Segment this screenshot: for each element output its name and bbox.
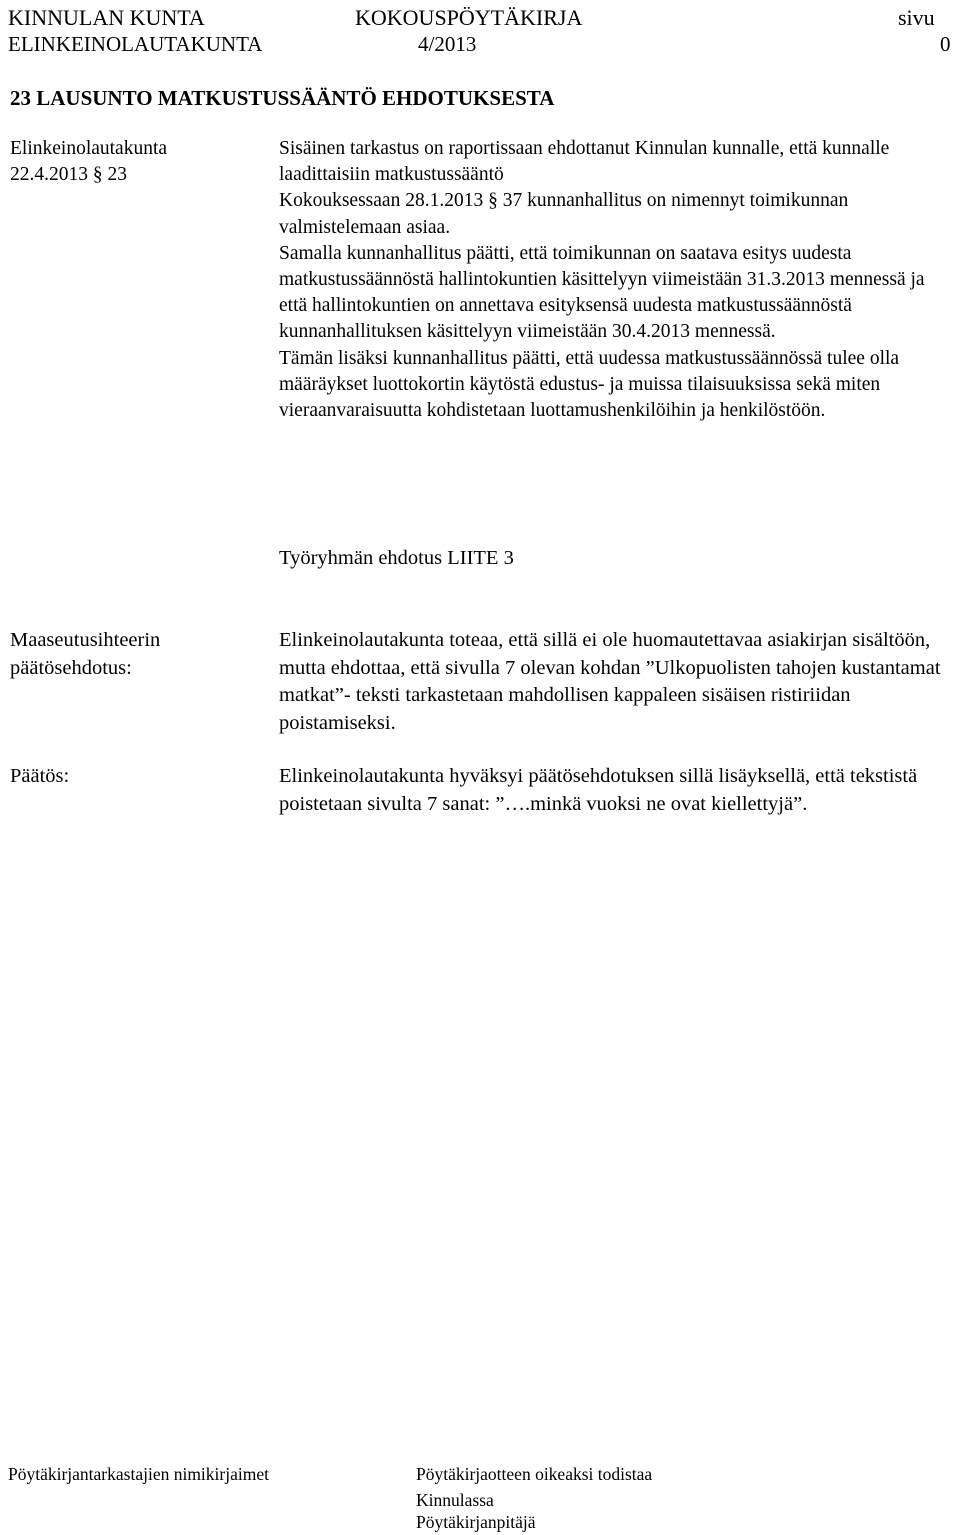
decision-text-block [279, 763, 951, 818]
header-municipality: KINNULAN KUNTA [8, 5, 205, 30]
section-meta-board: Elinkeinolautakunta [10, 138, 168, 159]
section-title: 23 LAUSUNTO MATKUSTUSSÄÄNTÖ EHDOTUKSESTA [10, 86, 555, 110]
footer-place: Kinnulassa [416, 1490, 494, 1510]
proposal-label [10, 627, 160, 682]
proposal-label-role: Maaseutusihteerin [10, 629, 161, 651]
section-meta-date: 22.4.2013 § 23 [10, 164, 127, 185]
header-board: ELINKEINOLAUTAKUNTA [8, 32, 263, 56]
decision-label: Päätös: [10, 765, 70, 787]
header-doc-type: KOKOUSPÖYTÄKIRJA [355, 5, 583, 30]
proposal-text-block [279, 627, 951, 737]
header-page-number: 0 [940, 32, 951, 56]
footer-initials-label: Pöytäkirjantarkastajien nimikirjaimet [8, 1464, 269, 1484]
body-paragraph: Samalla kunnanhallitus päätti, että toimikunnan on saatava esitys uudesta matkustussäännöstä hallintokuntien käsittelyyn viimeistään 31.3.2013 mennessä ja että hallintokuntien on annettava esityksensä uudesta matkustussäännöstä kunnanhallituksen käsittelyyn viimeistään 30.4.2013 mennessä. [279, 242, 925, 343]
body-paragraph: Kokouksessaan 28.1.2013 § 37 kunnanhallitus on nimennyt toimikunnan valmistelemaan asiaa. [279, 190, 849, 238]
attachment-reference: Työryhmän ehdotus LIITE 3 [279, 547, 514, 569]
proposal-text: Elinkeinolautakunta toteaa, että sillä ei ole huomautettavaa asiakirjan sisältöön, mutta ehdottaa, että sivulla 7 olevan kohdan ”Ulkopuolisten tahojen kustantamat matkat”- teksti tarkastetaan mahdollisen kappaleen sisäisen ristiriidan poistamiseksi. [279, 629, 941, 734]
section-meta [10, 136, 167, 188]
decision-text: Elinkeinolautakunta hyväksyi päätösehdotuksen sillä lisäyksellä, että tekstistä poistetaan sivulta 7 sanat: ”….minkä vuoksi ne ovat kiellettyjä”. [279, 765, 918, 815]
body-paragraph: Sisäinen tarkastus on raportissaan ehdottanut Kinnulan kunnalle, että kunnalle laadittaisiin matkustussääntö [279, 138, 890, 186]
header-meeting-number: 4/2013 [418, 32, 477, 56]
body-paragraph: Tämän lisäksi kunnanhallitus päätti, että uudessa matkustussäännössä tulee olla määräykset luottokortin käytöstä edustus- ja muissa tilaisuuksissa sekä miten vieraanvaraisuutta kohdistetaan luottamushenkilöihin ja henkilöstöön. [279, 347, 900, 422]
section-body [279, 136, 951, 424]
proposal-label-type: päätösehdotus: [10, 656, 132, 679]
footer-certification-label: Pöytäkirjaotteen oikeaksi todistaa [416, 1464, 653, 1484]
header-page-label: sivu [898, 5, 935, 30]
footer-secretary-label: Pöytäkirjanpitäjä [416, 1512, 536, 1532]
